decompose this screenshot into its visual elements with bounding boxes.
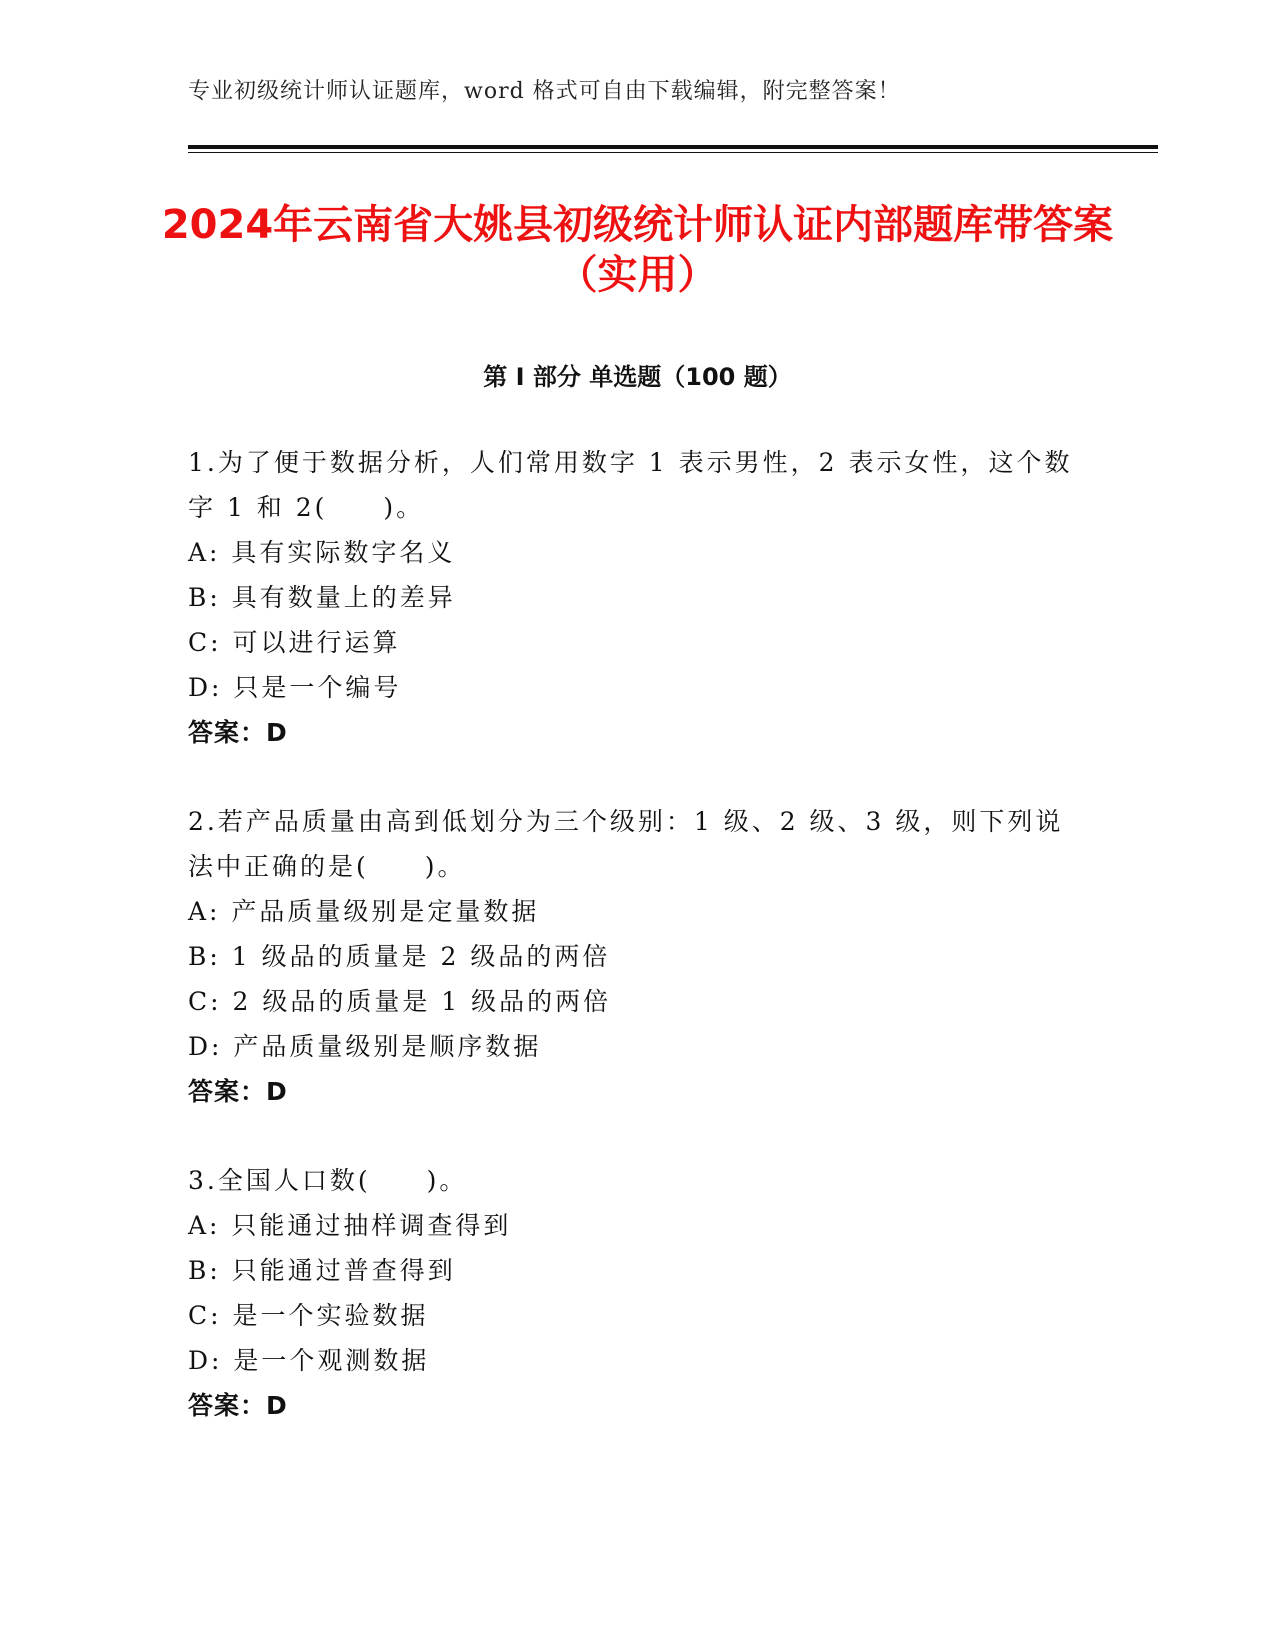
section-heading: 第 I 部分 单选题（100 题） [483,363,792,391]
option-a: A: 产品质量级别是定量数据 [188,897,540,926]
question-2 [188,799,1088,1114]
answer-line: 答案：D [188,1077,288,1106]
question-3 [188,1158,1088,1428]
question-stem: 1.为了便于数据分析，人们常用数字 1 表示男性，2 表示女性，这个数字 1 和 2( )。 [188,448,1073,522]
option-c: C: 可以进行运算 [188,628,401,657]
option-a: A: 具有实际数字名义 [188,538,456,567]
option-b: B: 1 级品的质量是 2 级品的两倍 [188,942,611,971]
question-stem: 3.全国人口数( )。 [188,1166,468,1195]
option-d: D: 产品质量级别是顺序数据 [188,1032,542,1061]
header-note: 专业初级统计师认证题库，word 格式可自由下载编辑，附完整答案！ [188,79,901,104]
option-c: C: 是一个实验数据 [188,1301,429,1330]
answer-line: 答案：D [188,718,288,747]
option-b: B: 只能通过普查得到 [188,1256,456,1285]
question-1 [188,440,1088,755]
question-stem: 2.若产品质量由高到低划分为三个级别：1 级、2 级、3 级，则下列说法中正确的是( )。 [188,807,1064,881]
answer-line: 答案：D [188,1391,288,1420]
document-title: 2024年云南省大姚县初级统计师认证内部题库带答案（实用） [161,202,1114,298]
option-d: D: 只是一个编号 [188,673,402,702]
option-d: D: 是一个观测数据 [188,1346,430,1375]
question-list [188,440,1088,1472]
option-a: A: 只能通过抽样调查得到 [188,1211,512,1240]
option-b: B: 具有数量上的差异 [188,583,456,612]
header-divider [188,145,1158,153]
option-c: C: 2 级品的质量是 1 级品的两倍 [188,987,612,1016]
